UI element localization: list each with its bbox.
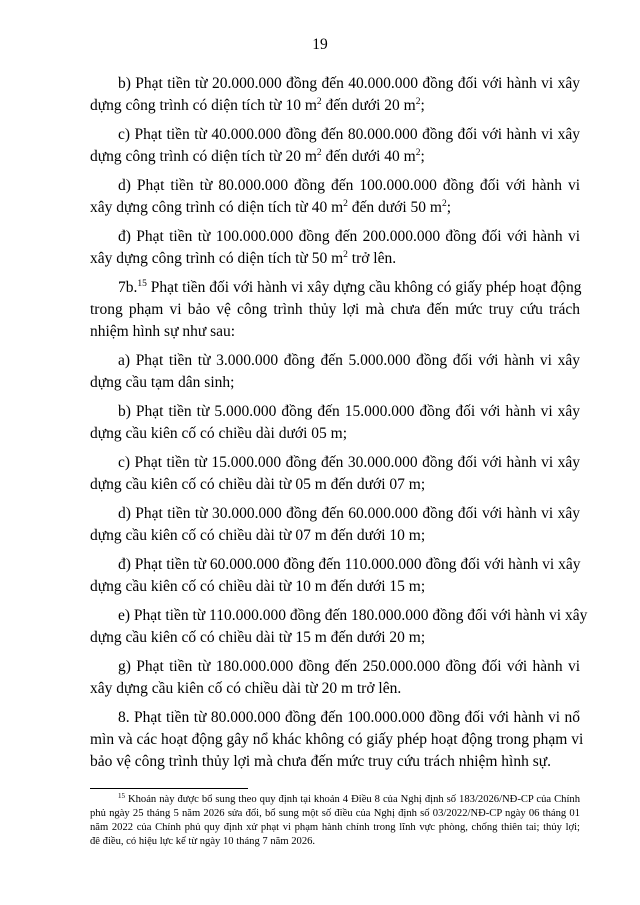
paragraph-line: dựng cầu kiên cố có chiều dài dưới 05 m; [90,425,347,442]
footnote-reference[interactable]: 15 [137,279,147,289]
paragraph-line: xây dựng cầu kiên cố có chiều dài từ 20 m trở lên. [90,680,402,697]
paragraph-line: mìn và các hoạt động gây nổ khác không có giấy phép hoạt động trong phạm vi [90,731,584,748]
paragraph-line: xây dựng công trình có diện tích từ 40 $m^2$ đến dưới 50 $m^2$; [90,199,452,216]
paragraph-line: dựng cầu kiên cố có chiều dài từ 05 m đến dưới 07 m; [90,476,426,493]
paragraph-line: nhiệm hình sự như sau: [90,323,236,340]
paragraph-line: dựng công trình có diện tích từ 20 $m^2$ đến dưới 40 $m^2$; [90,148,425,165]
paragraph-line: dựng công trình có diện tích từ 10 $m^2$ đến dưới 20 $m^2$; [90,97,425,114]
paragraph-line: 7b.$^{15}$ Phạt tiền đối với hành vi xây dựng cầu không có giấy phép hoạt động [118,279,582,296]
paragraph-line: d) Phạt tiền từ 80.000.000 đồng đến 100.000.000 đồng đối với hành vi [118,177,580,194]
paragraph-line: 8. Phạt tiền từ 80.000.000 đồng đến 100.000.000 đồng đối với hành vi nổ [118,709,580,726]
paragraph-line: c) Phạt tiền từ 40.000.000 đồng đến 80.000.000 đồng đối với hành vi xây [118,126,580,143]
footnote-line: $^{15}$ Khoản này được bổ sung theo quy định tại khoản 4 Điều 8 của Nghị định số 183/2026/NĐ-CP của Chính [118,792,580,805]
page-number: 19 [312,36,328,53]
footnote-line: năm 2022 của Chính phủ quy định xử phạt vi phạm hành chính trong lĩnh vực phòng, chống thiên tai; thủy lợi; [90,822,580,833]
footnote-line: phủ ngày 25 tháng 5 năm 2026 sửa đổi, bổ sung một số điều của Nghị định số 03/2022/NĐ-CP ngày 06 tháng 01 [90,808,580,819]
paragraph-line: dựng cầu kiên cố có chiều dài từ 10 m đến dưới 15 m; [90,578,426,595]
paragraph-line: b) Phạt tiền từ 20.000.000 đồng đến 40.000.000 đồng đối với hành vi xây [118,75,580,92]
footnote-line: đê điều, có hiệu lực kể từ ngày 10 tháng 7 năm 2026. [90,836,316,847]
paragraph-line: e) Phạt tiền từ 110.000.000 đồng đến 180.000.000 đồng đối với hành vi xây [118,607,588,624]
paragraph-line: dựng cầu kiên cố có chiều dài từ 15 m đến dưới 20 m; [90,629,426,646]
footnote-number: 15 [118,792,125,800]
paragraph-line: trong phạm vi bảo vệ công trình thủy lợi mà chưa đến mức truy cứu trách [90,301,580,318]
paragraph-line: a) Phạt tiền từ 3.000.000 đồng đến 5.000.000 đồng đối với hành vi xây [118,352,580,369]
paragraph-line: d) Phạt tiền từ 30.000.000 đồng đến 60.000.000 đồng đối với hành vi xây [118,505,580,522]
paragraph-line: xây dựng công trình có diện tích từ 50 $m^2$ trở lên. [90,250,397,267]
paragraph-line: đ) Phạt tiền từ 60.000.000 đồng đến 110.000.000 đồng đối với hành vi xây [118,556,581,573]
paragraph-line: g) Phạt tiền từ 180.000.000 đồng đến 250.000.000 đồng đối với hành vi [118,658,580,675]
paragraph-line: dựng cầu kiên cố có chiều dài từ 07 m đến dưới 10 m; [90,527,426,544]
footnote-separator [90,788,248,789]
paragraph-line: bảo vệ công trình thủy lợi mà chưa đến mức truy cứu trách nhiệm hình sự. [90,753,552,770]
paragraph-line: dựng cầu tạm dân sinh; [90,374,235,391]
paragraph-line: đ) Phạt tiền từ 100.000.000 đồng đến 200.000.000 đồng đối với hành vi [118,228,580,245]
paragraph-line: b) Phạt tiền từ 5.000.000 đồng đến 15.000.000 đồng đối với hành vi xây [118,403,580,420]
paragraph-line: c) Phạt tiền từ 15.000.000 đồng đến 30.000.000 đồng đối với hành vi xây [118,454,580,471]
